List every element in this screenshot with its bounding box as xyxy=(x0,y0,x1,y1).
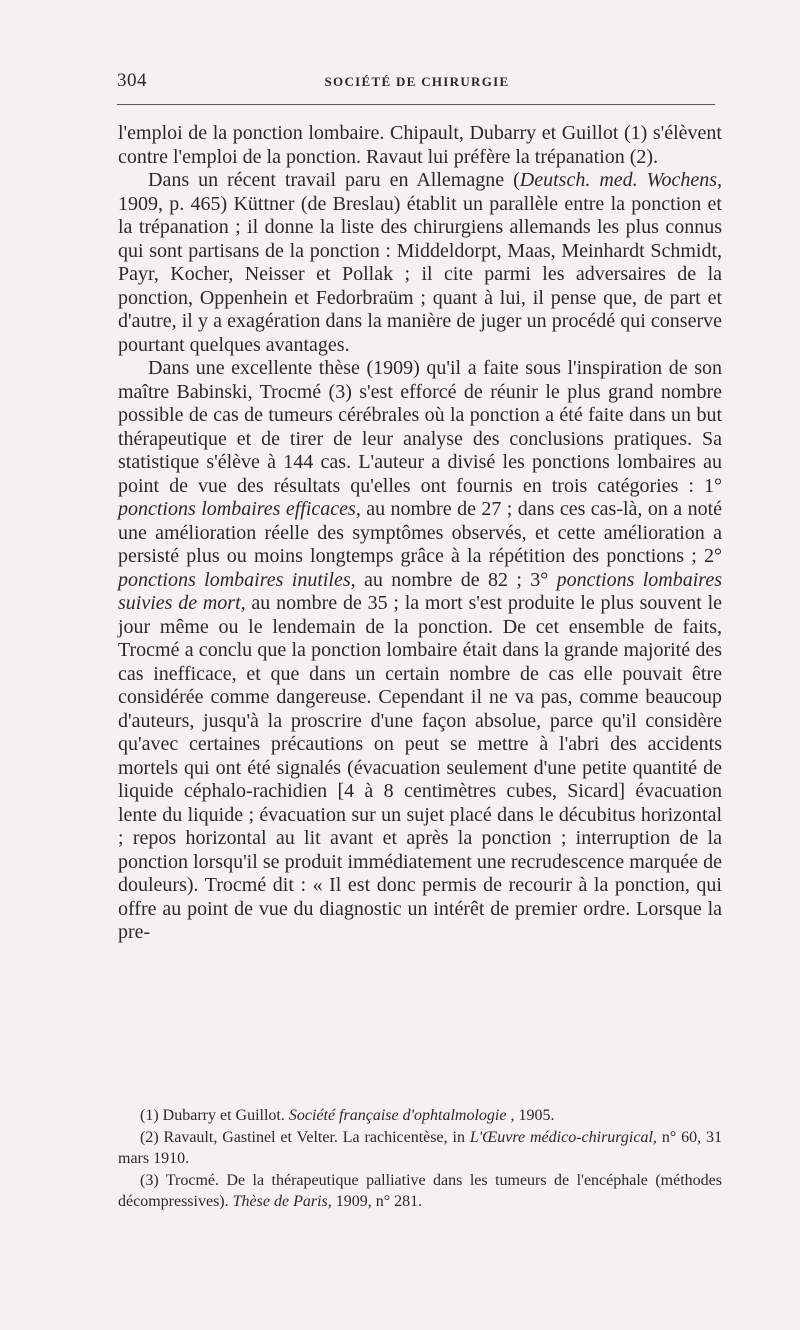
page-number: 304 xyxy=(117,70,147,91)
footnotes xyxy=(118,1105,722,1213)
journal-citation: Deutsch. med. Wochens, xyxy=(519,169,723,191)
body-text xyxy=(118,122,722,945)
footnote-1: (1) Dubarry et Guillot. Société française d'ophtalmologie , 1905. xyxy=(140,1107,555,1124)
category-1: ponctions lombaires efficaces, xyxy=(118,498,361,520)
paragraph-1: l'emploi de la ponction lombaire. Chipault, Dubarry et Guillot (1) s'élèvent contre l'emploi de la ponction. Ravaut lui préfère la trépanation (2). xyxy=(118,122,722,168)
running-title: SOCIÉTÉ DE CHIRURGIE xyxy=(324,74,510,89)
paragraph-3: Dans une excellente thèse (1909) qu'il a faite sous l'inspiration de son maître Babinski, Trocmé (3) s'est efforcé de réunir le plus grand nombre possible de cas de tumeurs cérébrales où la ponction a été faite dans un but thérapeutique et de tirer de leur analyse des conclusions pratiques. Sa statistique s'élève à 144 cas. L'auteur a divisé les ponctions lombaires au point de vue des résultats qu'elles ont fournis en trois catégories : 1° ponctions lombaires efficaces, au nombre de 27 ; dans ces cas-là, on a noté une amélioration réelle des symptômes observés, et cette amélioration a persisté plus ou moins longtemps grâce à la répétition des ponctions ; 2° ponctions lombaires inutiles, au nombre de 82 ; 3° ponctions lombaires suivies de mort, au nombre de 35 ; la mort s'est produite le plus souvent le jour même ou le lendemain de la ponction. De cet ensemble de faits, Trocmé a conclu que la ponction lombaire était dans la grande majorité des cas inefficace, et que dans un certain nombre de cas elle pouvait être considérée comme dangereuse. Cependant il ne va pas, comme beaucoup d'auteurs, jusqu'à la proscrire d'une façon absolue, parce qu'il considère qu'avec certaines précautions on peut se mettre à l'abri des accidents mortels qui ont été signalés (évacuation seulement d'une petite quantité de liquide céphalo-rachidien [4 à 8 centimètres cubes, Sicard] évacuation lente du liquide ; évacuation sur un sujet placé dans le décubitus horizontal ; repos horizontal au lit avant et après la ponction ; interruption de la ponction lorsqu'il se produit immédiatement une recrudescence marquée de douleurs). Trocmé dit : « Il est donc permis de recourir à la ponction, qui offre au point de vue du diagnostic un intérêt de premier ordre. Lorsque la pre- xyxy=(118,357,723,943)
category-2: ponctions lombaires inutiles, xyxy=(118,568,356,591)
paragraph-2: Dans un récent travail paru en Allemagne (Deutsch. med. Wochens, 1909, p. 465) Küttner (de Breslau) établit un parallèle entre la ponction et la trépanation ; il donne la liste des chirurgiens allemands les plus connus qui sont partisans de la ponction : Middeldorpt, Maas, Meinhardt Schmidt, Payr, Kocher, Neisser et Pollak ; il cite parmi les adversaires de la ponction, Oppenhein et Fedorbraüm ; quant à lui, il pense que, de part et d'autre, il y a exagération dans la manière de juger un procédé qui conserve pourtant quelques avantages. xyxy=(118,169,723,356)
page-header xyxy=(117,70,717,96)
category-3: ponctions lombaires suivies de mort, xyxy=(118,568,723,614)
footnote-2: (2) Ravault, Gastinel et Velter. La rachicentèse, in L'Œuvre médico-chirurgical, n° 60, 31 mars 1910. xyxy=(118,1128,723,1167)
header-rule xyxy=(117,104,715,105)
footnote-3: (3) Trocmé. De la thérapeutique palliative dans les tumeurs de l'encéphale (méthodes décompressives). Thèse de Paris, 1909, n° 281. xyxy=(118,1171,722,1210)
